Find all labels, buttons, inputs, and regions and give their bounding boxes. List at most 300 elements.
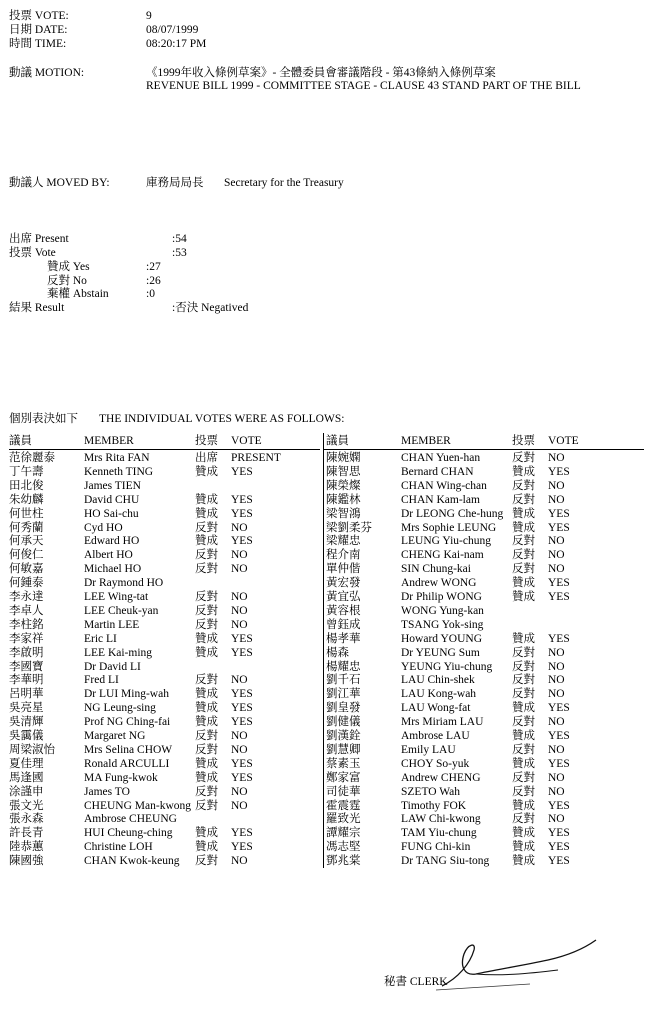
vote-chinese: 贊成	[195, 771, 218, 784]
result-label: 結果 Result	[9, 302, 65, 314]
table-row	[326, 605, 644, 619]
member-name-chinese: 霍震霆	[326, 799, 361, 812]
clerk-label: 秘書 CLERK	[384, 976, 448, 988]
vote-chinese: 反對	[512, 479, 535, 492]
vote-chinese: 反對	[195, 674, 218, 687]
member-name-chinese: 吳靄儀	[9, 730, 44, 742]
table-row	[326, 522, 644, 536]
member-name-english: Michael HO	[84, 563, 142, 576]
table-row	[326, 688, 644, 702]
individual-heading-english: THE INDIVIDUAL VOTES WERE AS FOLLOWS:	[99, 413, 345, 425]
member-name-chinese: 陳榮燦	[326, 479, 361, 492]
vote-english: NO	[548, 660, 565, 673]
table-row	[9, 535, 320, 549]
vote-english: YES	[548, 521, 570, 534]
vote-chinese: 反對	[195, 521, 218, 534]
vote-english: YES	[231, 688, 253, 701]
vote-count: :53	[172, 247, 187, 259]
vote-chinese: 反對	[512, 688, 535, 701]
vote-chinese: 贊成	[195, 827, 218, 840]
member-name-chinese: 陳鑑林	[326, 493, 361, 506]
member-name-english: Andrew WONG	[401, 577, 477, 590]
table-row	[9, 466, 320, 480]
vote-chinese: 反對	[512, 563, 535, 576]
table-row	[326, 591, 644, 605]
member-name-chinese: 涂謹申	[9, 785, 44, 798]
member-name-english: Dr Philip WONG	[401, 591, 482, 603]
member-name-english: LAU Kong-wah	[401, 688, 477, 701]
vote-english: NO	[231, 604, 248, 617]
member-name-chinese: 李家祥	[9, 632, 44, 645]
member-name-chinese: 劉江華	[326, 688, 361, 701]
member-name-chinese: 梁耀忠	[326, 535, 361, 548]
member-name-chinese: 田北俊	[9, 479, 44, 492]
table-row	[326, 647, 644, 661]
moved-by-label: 動議人 MOVED BY:	[9, 177, 110, 189]
vote-english: NO	[548, 813, 565, 826]
table-row	[9, 605, 320, 619]
present-label: 出席 Present	[9, 233, 69, 245]
member-name-chinese: 夏佳理	[9, 757, 44, 770]
member-name-english: Ronald ARCULLI	[84, 757, 170, 770]
vote-chinese: 反對	[512, 771, 535, 784]
member-name-chinese: 何承天	[9, 535, 44, 548]
table-row	[326, 508, 644, 522]
member-name-english: James TO	[84, 785, 130, 798]
vote-chinese: 反對	[195, 549, 218, 562]
table-row	[9, 549, 320, 563]
member-name-chinese: 陳智思	[326, 465, 361, 478]
member-name-english: LEE Cheuk-yan	[84, 604, 159, 617]
yes-label: 贊成 Yes	[47, 261, 90, 273]
table-row	[326, 619, 644, 633]
table-row	[326, 800, 644, 814]
vote-chinese: 贊成	[195, 493, 218, 506]
member-name-chinese: 劉健儀	[326, 716, 361, 729]
member-name-english: WONG Yung-kan	[401, 604, 484, 617]
table-row	[326, 716, 644, 730]
member-name-chinese: 馬逢國	[9, 771, 44, 784]
table-row	[9, 577, 320, 591]
member-name-chinese: 周梁淑怡	[9, 743, 55, 756]
member-name-english: SZETO Wah	[401, 785, 461, 798]
member-name-chinese: 鄧兆棠	[326, 855, 361, 868]
vote-chinese: 贊成	[512, 591, 535, 603]
table-row	[9, 702, 320, 716]
vote-chinese: 贊成	[195, 757, 218, 770]
present-count: :54	[172, 233, 187, 245]
vote-english: YES	[231, 465, 253, 478]
vote-chinese: 贊成	[195, 465, 218, 478]
member-name-english: Dr TANG Siu-tong	[401, 855, 490, 868]
table-row	[326, 494, 644, 508]
vote-chinese: 贊成	[512, 827, 535, 840]
member-name-chinese: 吳清輝	[9, 716, 44, 729]
member-name-chinese: 黃宏發	[326, 577, 361, 590]
member-name-english: Andrew CHENG	[401, 771, 481, 784]
member-name-english: CHENG Kai-nam	[401, 549, 484, 562]
member-name-english: Mrs Rita FAN	[84, 452, 150, 464]
vote-english: YES	[548, 827, 570, 840]
vote-english: YES	[231, 632, 253, 645]
member-name-english: Fred LI	[84, 674, 119, 687]
vote-english: NO	[231, 521, 248, 534]
time-value: 08:20:17 PM	[146, 38, 207, 50]
member-name-english: CHOY So-yuk	[401, 757, 470, 770]
vote-chinese: 贊成	[195, 841, 218, 854]
member-name-english: Albert HO	[84, 549, 133, 562]
table-row	[326, 480, 644, 494]
vote-english: YES	[548, 841, 570, 854]
vote-english: NO	[548, 549, 565, 562]
member-name-chinese: 吳亮星	[9, 702, 44, 715]
table-row	[9, 716, 320, 730]
member-name-english: Dr LEONG Che-hung	[401, 507, 504, 520]
table-row	[326, 841, 644, 855]
vote-chinese: 贊成	[512, 632, 535, 645]
vote-english: YES	[548, 855, 570, 868]
member-name-chinese: 丁午壽	[9, 465, 44, 478]
member-name-english: Eric LI	[84, 632, 117, 645]
table-row	[9, 786, 320, 800]
member-name-english: Martin LEE	[84, 618, 140, 631]
member-name-chinese: 何秀蘭	[9, 521, 44, 534]
member-name-chinese: 李柱銘	[9, 618, 44, 631]
member-name-chinese: 李卓人	[9, 604, 44, 617]
motion-title-english: REVENUE BILL 1999 - COMMITTEE STAGE - CLAUSE 43 STAND PART OF THE BILL	[146, 80, 581, 92]
table-row	[326, 827, 644, 841]
vote-english: NO	[231, 591, 248, 603]
vote-chinese: 反對	[195, 563, 218, 576]
member-name-chinese: 譚耀宗	[326, 827, 361, 840]
member-name-english: Cyd HO	[84, 521, 123, 534]
table-row	[326, 452, 644, 466]
member-name-english: Mrs Sophie LEUNG	[401, 521, 497, 534]
vote-english: NO	[548, 535, 565, 548]
member-name-chinese: 何鍾泰	[9, 577, 44, 590]
member-name-chinese: 張永森	[9, 813, 44, 826]
member-name-english: Mrs Selina CHOW	[84, 743, 173, 756]
mover-english: Secretary for the Treasury	[224, 177, 344, 189]
member-name-chinese: 楊孝華	[326, 632, 361, 645]
vote-english: NO	[548, 563, 565, 576]
member-name-chinese: 司徒華	[326, 785, 361, 798]
column-header-vote-cn: 投票	[512, 435, 535, 447]
table-row	[9, 772, 320, 786]
vote-chinese: 反對	[512, 660, 535, 673]
no-label: 反對 No	[47, 275, 87, 287]
vote-english: PRESENT	[231, 452, 281, 464]
table-row	[9, 730, 320, 744]
vote-english: NO	[548, 716, 565, 729]
vote-english: YES	[231, 646, 253, 659]
vote-english: NO	[548, 479, 565, 492]
vote-english: YES	[548, 507, 570, 520]
member-name-chinese: 何敏嘉	[9, 563, 44, 576]
table-row	[9, 800, 320, 814]
vote-chinese: 贊成	[195, 632, 218, 645]
yes-count: :27	[146, 261, 161, 273]
vote-chinese: 贊成	[512, 855, 535, 868]
table-row	[326, 633, 644, 647]
table-row	[326, 855, 644, 869]
vote-english: YES	[231, 716, 253, 729]
table-row	[326, 466, 644, 480]
column-header-member-cn: 議員	[326, 435, 349, 447]
vote-chinese: 贊成	[512, 730, 535, 742]
vote-english: YES	[548, 730, 570, 742]
member-name-english: CHEUNG Man-kwong	[84, 799, 192, 812]
vote-chinese: 反對	[195, 785, 218, 798]
member-name-chinese: 劉慧卿	[326, 743, 361, 756]
member-name-english: Bernard CHAN	[401, 465, 474, 478]
column-header-vote-cn: 投票	[195, 435, 218, 447]
member-name-english: Kenneth TING	[84, 465, 154, 478]
vote-chinese: 反對	[195, 730, 218, 742]
member-name-english: TAM Yiu-chung	[401, 827, 477, 840]
member-name-chinese: 張文光	[9, 799, 44, 812]
member-name-chinese: 程介南	[326, 549, 361, 562]
member-name-chinese: 劉漢銓	[326, 730, 361, 742]
member-name-english: CHAN Wing-chan	[401, 479, 487, 492]
result-value: :否決 Negatived	[172, 302, 249, 314]
vote-chinese: 反對	[512, 493, 535, 506]
member-name-english: HO Sai-chu	[84, 507, 139, 520]
member-name-chinese: 李華明	[9, 674, 44, 687]
vote-english: YES	[231, 841, 253, 854]
time-label: 時間 TIME:	[9, 38, 67, 50]
vote-english: NO	[231, 618, 248, 631]
vote-english: NO	[231, 730, 248, 742]
table-row	[326, 674, 644, 688]
table-row	[326, 813, 644, 827]
table-row	[326, 577, 644, 591]
table-row	[326, 758, 644, 772]
table-row	[9, 522, 320, 536]
vote-english: YES	[231, 757, 253, 770]
table-row	[9, 508, 320, 522]
vote-chinese: 贊成	[195, 507, 218, 520]
member-name-english: SIN Chung-kai	[401, 563, 471, 576]
vote-chinese: 反對	[512, 785, 535, 798]
member-name-english: FUNG Chi-kin	[401, 841, 471, 854]
vote-number-value: 9	[146, 10, 152, 22]
member-name-chinese: 楊森	[326, 646, 349, 659]
motion-label: 動議 MOTION:	[9, 67, 85, 79]
vote-english: NO	[231, 855, 248, 868]
vote-chinese: 反對	[512, 716, 535, 729]
header-rule	[9, 449, 320, 450]
vote-english: NO	[231, 785, 248, 798]
header-rule	[323, 449, 644, 450]
member-name-chinese: 馮志堅	[326, 841, 361, 854]
member-name-chinese: 陳婉嫻	[326, 452, 361, 464]
individual-heading-chinese: 個別表決如下	[9, 413, 78, 425]
column-header-member-cn: 議員	[9, 435, 32, 447]
vote-number-label: 投票 VOTE:	[9, 10, 69, 22]
vote-chinese: 贊成	[195, 688, 218, 701]
member-name-chinese: 楊耀忠	[326, 660, 361, 673]
member-name-english: MA Fung-kwok	[84, 771, 158, 784]
no-count: :26	[146, 275, 161, 287]
member-name-chinese: 黃容根	[326, 604, 361, 617]
member-name-chinese: 單仲偕	[326, 563, 361, 576]
member-name-english: James TIEN	[84, 479, 141, 492]
mover-chinese: 庫務局局長	[146, 177, 204, 189]
vote-english: NO	[231, 743, 248, 756]
vote-chinese: 反對	[195, 604, 218, 617]
vote-english: NO	[548, 688, 565, 701]
table-row	[326, 772, 644, 786]
vote-chinese: 反對	[512, 646, 535, 659]
table-row	[326, 563, 644, 577]
vote-english: YES	[548, 577, 570, 590]
vote-chinese: 反對	[512, 813, 535, 826]
table-row	[9, 758, 320, 772]
member-name-chinese: 陳國強	[9, 855, 44, 868]
vote-chinese: 贊成	[512, 841, 535, 854]
vote-english: NO	[548, 771, 565, 784]
member-name-chinese: 陸恭蕙	[9, 841, 44, 854]
vote-chinese: 反對	[512, 743, 535, 756]
vote-chinese: 反對	[195, 591, 218, 603]
member-name-english: LEUNG Yiu-chung	[401, 535, 491, 548]
table-row	[9, 744, 320, 758]
table-row	[9, 647, 320, 661]
vote-chinese: 反對	[195, 855, 218, 868]
table-row	[326, 549, 644, 563]
vote-english: YES	[231, 535, 253, 548]
vote-chinese: 反對	[512, 452, 535, 464]
member-name-english: Dr David LI	[84, 660, 141, 673]
table-row	[9, 619, 320, 633]
member-name-chinese: 李啟明	[9, 646, 44, 659]
column-header-vote-en: VOTE	[231, 435, 262, 447]
vote-count-label: 投票 Vote	[9, 247, 56, 259]
vote-chinese: 反對	[195, 618, 218, 631]
member-name-chinese: 李國寶	[9, 660, 44, 673]
vote-english: YES	[231, 827, 253, 840]
table-row	[326, 702, 644, 716]
vote-chinese: 贊成	[512, 799, 535, 812]
vote-english: YES	[548, 632, 570, 645]
member-name-english: Prof NG Ching-fai	[84, 716, 171, 729]
vote-english: NO	[231, 549, 248, 562]
table-row	[9, 674, 320, 688]
member-name-chinese: 朱幼麟	[9, 493, 44, 506]
table-row	[326, 786, 644, 800]
member-name-english: LAU Chin-shek	[401, 674, 475, 687]
vote-chinese: 贊成	[512, 465, 535, 478]
table-row	[9, 633, 320, 647]
member-name-chinese: 何世柱	[9, 507, 44, 520]
member-name-english: Dr LUI Ming-wah	[84, 688, 169, 701]
table-row	[9, 494, 320, 508]
date-label: 日期 DATE:	[9, 24, 68, 36]
vote-chinese: 贊成	[512, 521, 535, 534]
vote-chinese: 贊成	[512, 507, 535, 520]
member-name-english: LEE Wing-tat	[84, 591, 149, 603]
member-name-chinese: 黃宜弘	[326, 591, 361, 603]
member-name-english: Howard YOUNG	[401, 632, 483, 645]
vote-chinese: 贊成	[195, 716, 218, 729]
table-row	[9, 813, 320, 827]
table-row	[9, 452, 320, 466]
vote-english: NO	[548, 646, 565, 659]
vote-english: YES	[548, 757, 570, 770]
table-row	[9, 480, 320, 494]
table-row	[9, 563, 320, 577]
member-name-chinese: 何俊仁	[9, 549, 44, 562]
member-name-english: YEUNG Yiu-chung	[401, 660, 493, 673]
table-row	[326, 661, 644, 675]
date-value: 08/07/1999	[146, 24, 199, 36]
vote-english: NO	[231, 799, 248, 812]
column-header-vote-en: VOTE	[548, 435, 579, 447]
vote-english: YES	[231, 702, 253, 715]
vote-chinese: 贊成	[195, 535, 218, 548]
member-name-chinese: 許長青	[9, 827, 44, 840]
member-name-chinese: 蔡素玉	[326, 757, 361, 770]
vote-english: YES	[548, 591, 570, 603]
table-row	[9, 688, 320, 702]
clerk-signature	[430, 930, 610, 1000]
member-name-chinese: 呂明華	[9, 688, 44, 701]
vote-chinese: 贊成	[195, 646, 218, 659]
member-name-chinese: 曾鈺成	[326, 618, 361, 631]
member-name-english: CHAN Kam-lam	[401, 493, 480, 506]
column-header-member-en: MEMBER	[84, 435, 134, 447]
vote-chinese: 反對	[512, 674, 535, 687]
vote-english: YES	[231, 507, 253, 520]
vote-english: NO	[231, 563, 248, 576]
vote-english: YES	[548, 799, 570, 812]
member-name-english: Emily LAU	[401, 743, 456, 756]
vote-chinese: 贊成	[195, 702, 218, 715]
vote-chinese: 反對	[512, 549, 535, 562]
member-name-english: Christine LOH	[84, 841, 153, 854]
vote-chinese: 贊成	[512, 757, 535, 770]
vote-english: NO	[548, 743, 565, 756]
vote-english: NO	[548, 493, 565, 506]
column-header-member-en: MEMBER	[401, 435, 451, 447]
table-row	[326, 744, 644, 758]
member-name-english: CHAN Yuen-han	[401, 452, 481, 464]
member-name-chinese: 李永達	[9, 591, 44, 603]
member-name-chinese: 劉皇發	[326, 702, 361, 715]
vote-chinese: 贊成	[512, 577, 535, 590]
vote-english: NO	[548, 674, 565, 687]
member-name-chinese: 劉千石	[326, 674, 361, 687]
member-name-english: Dr Raymond HO	[84, 577, 164, 590]
member-name-english: Margaret NG	[84, 730, 146, 742]
table-row	[9, 661, 320, 675]
vote-english: YES	[231, 493, 253, 506]
vote-chinese: 出席	[195, 452, 218, 464]
vote-english: NO	[231, 674, 248, 687]
table-row	[9, 591, 320, 605]
member-name-english: David CHU	[84, 493, 140, 506]
vote-chinese: 反對	[195, 799, 218, 812]
vote-english: NO	[548, 452, 565, 464]
abstain-label: 棄權 Abstain	[47, 288, 109, 300]
member-name-english: LEE Kai-ming	[84, 646, 153, 659]
table-divider	[323, 433, 324, 868]
member-name-chinese: 范徐麗泰	[9, 452, 55, 464]
table-row	[326, 535, 644, 549]
member-name-english: HUI Cheung-ching	[84, 827, 173, 840]
vote-english: NO	[548, 785, 565, 798]
